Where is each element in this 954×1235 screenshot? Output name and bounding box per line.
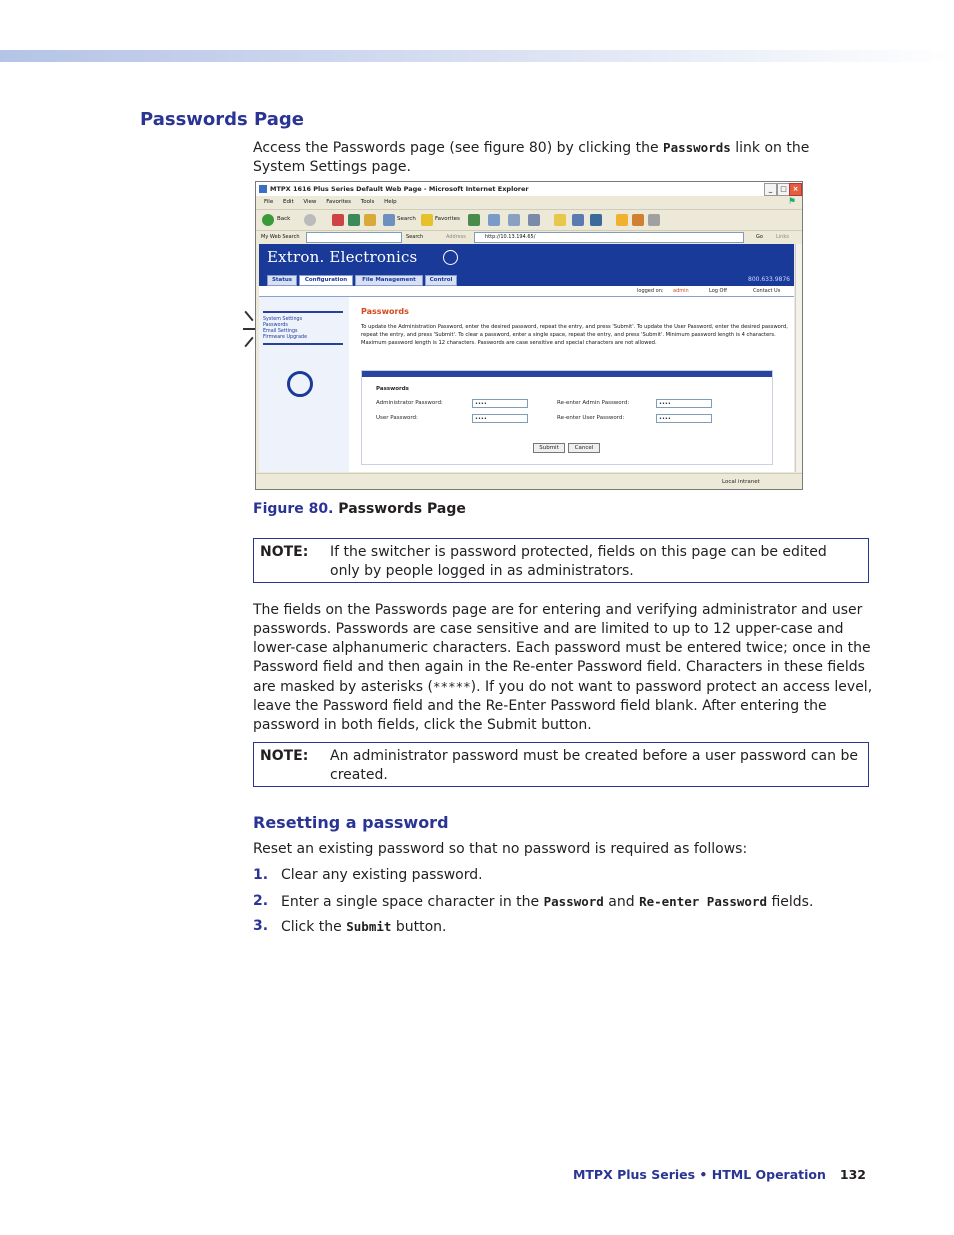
scrollbar[interactable]: [795, 244, 803, 472]
ie-toolbar: [256, 209, 802, 231]
form-header-bar: [362, 371, 772, 377]
security-zone: Local intranet: [722, 479, 760, 485]
logged-on-user: admin: [673, 288, 689, 294]
page-footer: MTPX Plus Series • HTML Operation 132: [572, 1167, 866, 1182]
section-title: Passwords Page: [140, 109, 304, 130]
stop-icon[interactable]: [332, 214, 344, 226]
ie-status-bar: [256, 473, 802, 490]
asterisks-code: *****: [433, 679, 471, 694]
sidebar-rule-top: [263, 311, 343, 313]
menu-file[interactable]: File: [264, 199, 274, 205]
sidebar-item-passwords[interactable]: Passwords: [263, 323, 288, 328]
tools-icon[interactable]: [632, 214, 644, 226]
reenter-user-password-input[interactable]: ••••: [656, 414, 712, 423]
search-button[interactable]: Search: [406, 234, 424, 240]
home-icon[interactable]: [364, 214, 376, 226]
logged-on-label: logged on:: [637, 288, 664, 294]
web-search-input[interactable]: [306, 232, 402, 243]
print-icon[interactable]: [528, 214, 540, 226]
passwords-form: [361, 370, 773, 465]
passwords-panel: [359, 297, 791, 472]
go-button[interactable]: Go: [756, 234, 763, 240]
admin-password-label: Administrator Password:: [376, 400, 443, 406]
messenger-icon[interactable]: [590, 214, 602, 226]
minimize-icon[interactable]: _: [764, 183, 777, 196]
callout-mark: [243, 328, 255, 330]
tab-control[interactable]: Control: [425, 275, 457, 286]
browser-screenshot: [255, 181, 803, 490]
links-label[interactable]: Links: [776, 234, 789, 240]
extron-header: [259, 244, 794, 286]
note-label: NOTE:: [260, 748, 309, 764]
sidebar-item-system-settings[interactable]: System Settings: [263, 317, 303, 322]
note-text: If the switcher is password protected, fields on this page can be edited only by people logged in as administrators.: [330, 544, 827, 579]
reenter-user-password-label: Re-enter User Password:: [557, 415, 625, 421]
discuss-icon[interactable]: [572, 214, 584, 226]
sidebar-item-email-settings[interactable]: Email Settings: [263, 329, 298, 334]
menu-edit[interactable]: Edit: [282, 199, 294, 205]
intro-paragraph: Access the Passwords page (see figure 80) by clicking the Passwords link on the System Settings page.: [253, 140, 810, 175]
note-box: [253, 742, 869, 787]
page-number: 132: [839, 1167, 866, 1182]
sidebar-item-firmware-upgrade[interactable]: Firmware Upgrade: [263, 335, 308, 340]
mail-icon[interactable]: [508, 214, 520, 226]
my-web-search-label: My Web Search: [261, 234, 300, 240]
tab-status[interactable]: Status: [267, 275, 297, 286]
media-icon[interactable]: [468, 214, 480, 226]
windows-flag-icon: ⚑: [787, 197, 796, 207]
figure-caption: Figure 80. Passwords Page: [253, 501, 466, 517]
reenter-password-field-code: Re-enter Password: [639, 893, 768, 909]
list-item: 1. Clear any existing password.: [253, 867, 483, 883]
ie-title-bar: MTPX 1616 Plus Series Default Web Page - Microsoft Internet Explorer _ □ ×: [256, 182, 802, 196]
web-page-content: [259, 244, 794, 472]
address-label: Address: [446, 234, 466, 240]
phone-number: 800.633.9876: [748, 276, 790, 283]
favorites-label[interactable]: Favorites: [435, 216, 460, 222]
ie-menu-bar: [256, 196, 802, 208]
menu-view[interactable]: View: [303, 199, 317, 205]
extra-icon[interactable]: [648, 214, 660, 226]
favorites-star-icon[interactable]: [421, 214, 433, 226]
search-icon[interactable]: [383, 214, 395, 226]
submit-button-code: Submit: [346, 919, 392, 934]
panel-description: To update the Administration Password, enter the desired password, repeat the entry, and press 'Submit'. To update the User Password, enter the desired password, repeat the entry, and press 'Submit'. To clear a password, enter a single space, repeat the entry, and press 'Submit'. Minimum password length is 4 characters. Maximum password length is 12 characters. Passwords are case sensitive and special characters are not allowed.: [361, 324, 788, 346]
contact-us-link[interactable]: Contact Us: [753, 288, 781, 294]
research-icon[interactable]: [616, 214, 628, 226]
menu-favorites[interactable]: Favorites: [326, 199, 352, 205]
form-heading: Passwords: [376, 386, 409, 392]
extron-swirl-icon: [443, 250, 458, 265]
callout-mark: [244, 311, 253, 321]
note-text: An administrator password must be created before a user password can be created.: [330, 748, 858, 783]
close-icon[interactable]: ×: [789, 183, 802, 196]
tab-file-management[interactable]: File Management: [355, 275, 423, 286]
ie-icon: [259, 185, 267, 193]
back-label[interactable]: Back: [277, 216, 291, 222]
forward-arrow-icon[interactable]: [304, 214, 316, 226]
header-gradient-bar: [0, 50, 954, 62]
steps-list: [253, 866, 853, 943]
note-box: [253, 538, 869, 583]
sidebar-rule-bottom: [263, 343, 343, 345]
history-icon[interactable]: [488, 214, 500, 226]
submit-button[interactable]: Submit: [533, 443, 565, 453]
user-password-label: User Password:: [376, 415, 418, 421]
refresh-icon[interactable]: [348, 214, 360, 226]
log-off-link[interactable]: Log Off: [709, 288, 727, 294]
user-password-input[interactable]: ••••: [472, 414, 528, 423]
maximize-icon[interactable]: □: [777, 183, 790, 196]
extron-logo: Extron. Electronics: [267, 248, 418, 266]
resetting-heading: Resetting a password: [253, 813, 449, 832]
cancel-button[interactable]: Cancel: [568, 443, 600, 453]
session-bar: [259, 286, 794, 297]
callout-mark: [244, 337, 253, 347]
passwords-link-code: Passwords: [663, 140, 731, 155]
list-item: 3. Click the Submit button.: [253, 918, 447, 935]
extron-emblem-icon: [287, 371, 313, 397]
list-item: 2. Enter a single space character in the Password and Re-enter Password fields.: [253, 892, 814, 910]
back-arrow-icon[interactable]: [262, 214, 274, 226]
menu-help[interactable]: Help: [384, 199, 397, 205]
address-input[interactable]: http://10.13.194.65/: [474, 232, 744, 243]
search-label[interactable]: Search: [397, 216, 416, 222]
ie-address-row: [256, 230, 802, 244]
tab-configuration[interactable]: Configuration: [299, 275, 353, 286]
password-field-code: Password: [543, 893, 604, 909]
reenter-admin-password-input[interactable]: ••••: [656, 399, 712, 408]
reenter-admin-password-label: Re-enter Admin Password:: [557, 400, 630, 406]
note-label: NOTE:: [260, 544, 309, 560]
fields-paragraph: The fields on the Passwords page are for entering and verifying administrator and user passwords. Passwords are case sensitive and are limited to up to 12 upper-case and lower-case alphanumeric characters. Each password must be entered twice; once in the Password field and then again in the Re-enter Password field. Characters in these fields are masked by asterisks (*****). If you do not want to password protect an access level, leave the Password field and the Re-Enter Password field blank. After entering the password in both fields, click the Submit button.: [253, 602, 873, 733]
menu-tools[interactable]: Tools: [360, 199, 375, 205]
sidebar: [259, 297, 349, 472]
reset-intro: Reset an existing password so that no password is required as follows:: [253, 841, 748, 857]
admin-password-input[interactable]: ••••: [472, 399, 528, 408]
edit-icon[interactable]: [554, 214, 566, 226]
panel-heading: Passwords: [361, 307, 409, 316]
